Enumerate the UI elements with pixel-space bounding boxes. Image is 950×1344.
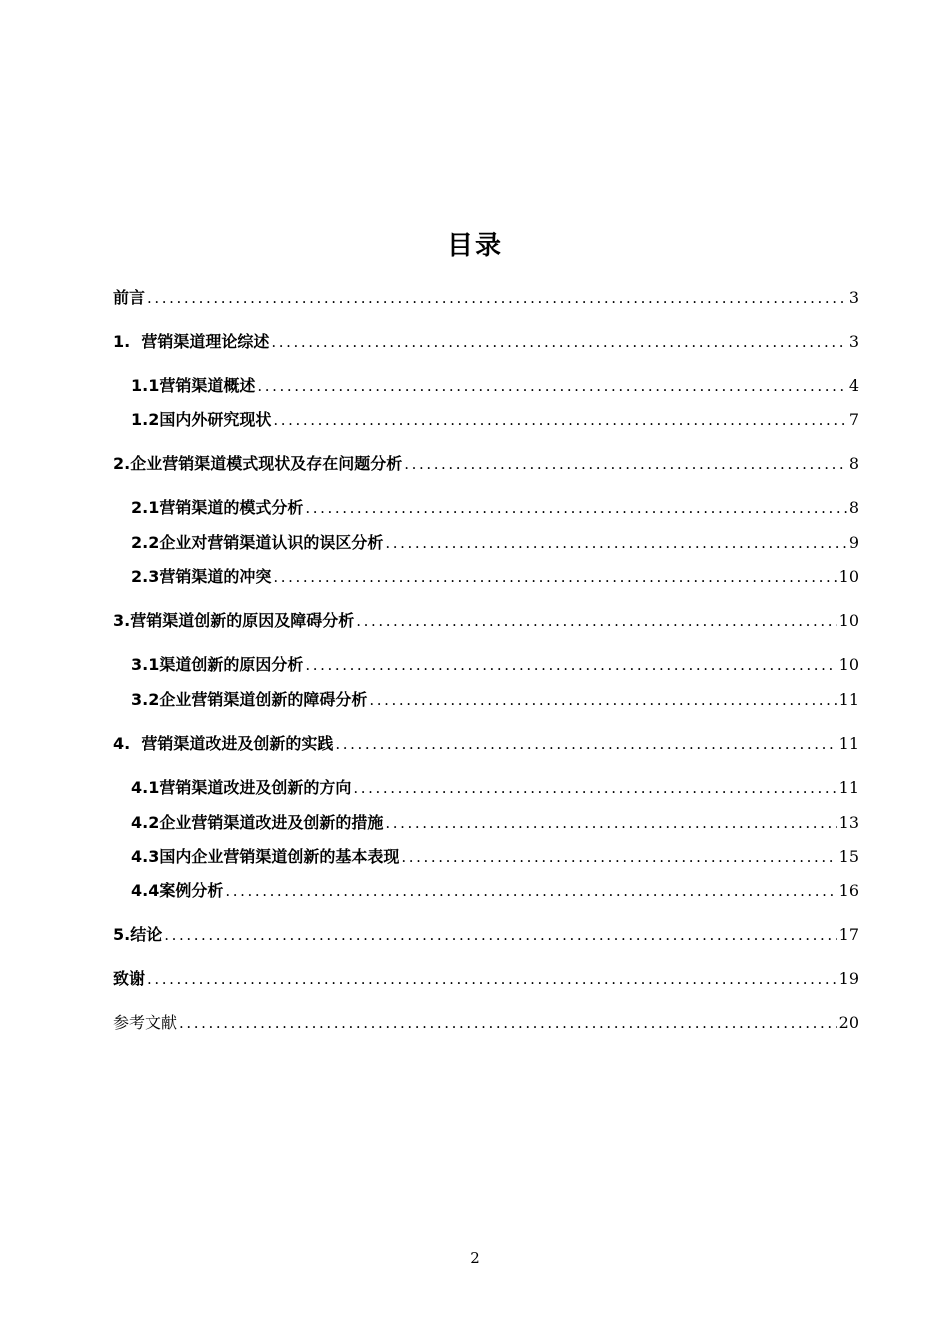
- toc-entry-label: 3.营销渠道创新的原因及障碍分析: [113, 611, 355, 630]
- toc-entry-page: 11: [838, 778, 859, 797]
- toc-entry-chapter-3[interactable]: [113, 610, 859, 632]
- toc-entry-section-1-2[interactable]: [131, 409, 859, 431]
- toc-entry-references[interactable]: [113, 1012, 859, 1034]
- toc-entry-page: 20: [838, 1013, 859, 1032]
- toc-entry-label: 参考文献: [113, 1013, 178, 1032]
- toc-entry-chapter-1[interactable]: [113, 331, 859, 353]
- toc-entry-page: 16: [838, 881, 859, 900]
- toc-entry-page: 10: [838, 567, 859, 586]
- toc-entry-page: 9: [848, 533, 859, 552]
- toc-leader-dots: [385, 812, 836, 834]
- toc-entry-label: 1.1营销渠道概述: [131, 376, 256, 395]
- toc-entry-label: 3.2企业营销渠道创新的障碍分析: [131, 690, 368, 709]
- toc-leader-dots: [147, 968, 837, 990]
- toc-leader-dots: [401, 846, 836, 868]
- toc-entry-page: 17: [838, 925, 859, 944]
- toc-entry-label: 前言: [113, 288, 146, 307]
- toc-entry-label: 2.2企业对营销渠道认识的误区分析: [131, 533, 384, 552]
- toc-entry-label: 2.3营销渠道的冲突: [131, 567, 272, 586]
- toc-entry-section-1-1[interactable]: [131, 375, 859, 397]
- toc-entry-label: 4.1营销渠道改进及创新的方向: [131, 778, 352, 797]
- toc-entry-section-4-1[interactable]: [131, 777, 859, 799]
- toc-entry-label: 1.2国内外研究现状: [131, 410, 272, 429]
- toc-entry-label: 4. 营销渠道改进及创新的实践: [113, 734, 334, 753]
- toc-entry-label: 3.1渠道创新的原因分析: [131, 655, 304, 674]
- toc-entry-chapter-2[interactable]: [113, 453, 859, 475]
- toc-entry-section-2-3[interactable]: [131, 566, 859, 588]
- toc-leader-dots: [356, 610, 836, 632]
- toc-leader-dots: [147, 287, 847, 309]
- toc-entry-section-3-2[interactable]: [131, 689, 859, 711]
- toc-entry-page: 15: [838, 847, 859, 866]
- toc-leader-dots: [404, 453, 847, 475]
- toc-entry-conclusion[interactable]: [113, 924, 859, 946]
- toc-entry-section-2-1[interactable]: [131, 497, 859, 519]
- toc-entry-page: 4: [848, 376, 859, 395]
- toc-leader-dots: [305, 497, 846, 519]
- toc-entry-label: 1. 营销渠道理论综述: [113, 332, 270, 351]
- toc-leader-dots: [225, 880, 836, 902]
- toc-entry-section-4-4[interactable]: [131, 880, 859, 902]
- toc-leader-dots: [305, 654, 836, 676]
- toc-entry-label: 4.2企业营销渠道改进及创新的措施: [131, 813, 384, 832]
- toc-entry-section-2-2[interactable]: [131, 532, 859, 554]
- toc-leader-dots: [271, 331, 846, 353]
- toc-entry-page: 19: [838, 969, 859, 988]
- toc-entry-page: 10: [838, 655, 859, 674]
- toc-entry-label: 2.企业营销渠道模式现状及存在问题分析: [113, 454, 403, 473]
- toc-entry-label: 2.1营销渠道的模式分析: [131, 498, 304, 517]
- toc-leader-dots: [385, 532, 846, 554]
- toc-entry-section-4-2[interactable]: [131, 812, 859, 834]
- toc-entry-label: 4.3国内企业营销渠道创新的基本表现: [131, 847, 400, 866]
- toc-leader-dots: [257, 375, 846, 397]
- toc-leader-dots: [353, 777, 836, 799]
- toc-leader-dots: [335, 733, 836, 755]
- toc-entry-page: 3: [848, 288, 859, 307]
- toc-leader-dots: [164, 924, 836, 946]
- toc-entry-chapter-4[interactable]: [113, 733, 859, 755]
- page-title: 目录: [446, 231, 503, 261]
- toc-leader-dots: [273, 566, 836, 588]
- toc-entry-section-3-1[interactable]: [131, 654, 859, 676]
- toc-entry-page: 7: [848, 410, 859, 429]
- toc-entry-label: 4.4案例分析: [131, 881, 224, 900]
- toc-entry-preface[interactable]: [113, 287, 859, 309]
- toc-entry-section-4-3[interactable]: [131, 846, 859, 868]
- toc-entry-page: 11: [838, 734, 859, 753]
- toc-entry-label: 5.结论: [113, 925, 163, 944]
- toc-leader-dots: [179, 1012, 837, 1034]
- page-number: 2: [470, 1249, 480, 1267]
- toc-entry-page: 11: [838, 690, 859, 709]
- toc-entry-page: 10: [838, 611, 859, 630]
- toc-entry-acknowledgements[interactable]: [113, 968, 859, 990]
- toc-leader-dots: [369, 689, 836, 711]
- toc-entry-page: 8: [848, 498, 859, 517]
- toc-entry-page: 8: [848, 454, 859, 473]
- toc-entry-page: 13: [838, 813, 859, 832]
- toc-entry-page: 3: [848, 332, 859, 351]
- toc-entry-label: 致谢: [113, 969, 146, 988]
- toc-leader-dots: [273, 409, 846, 431]
